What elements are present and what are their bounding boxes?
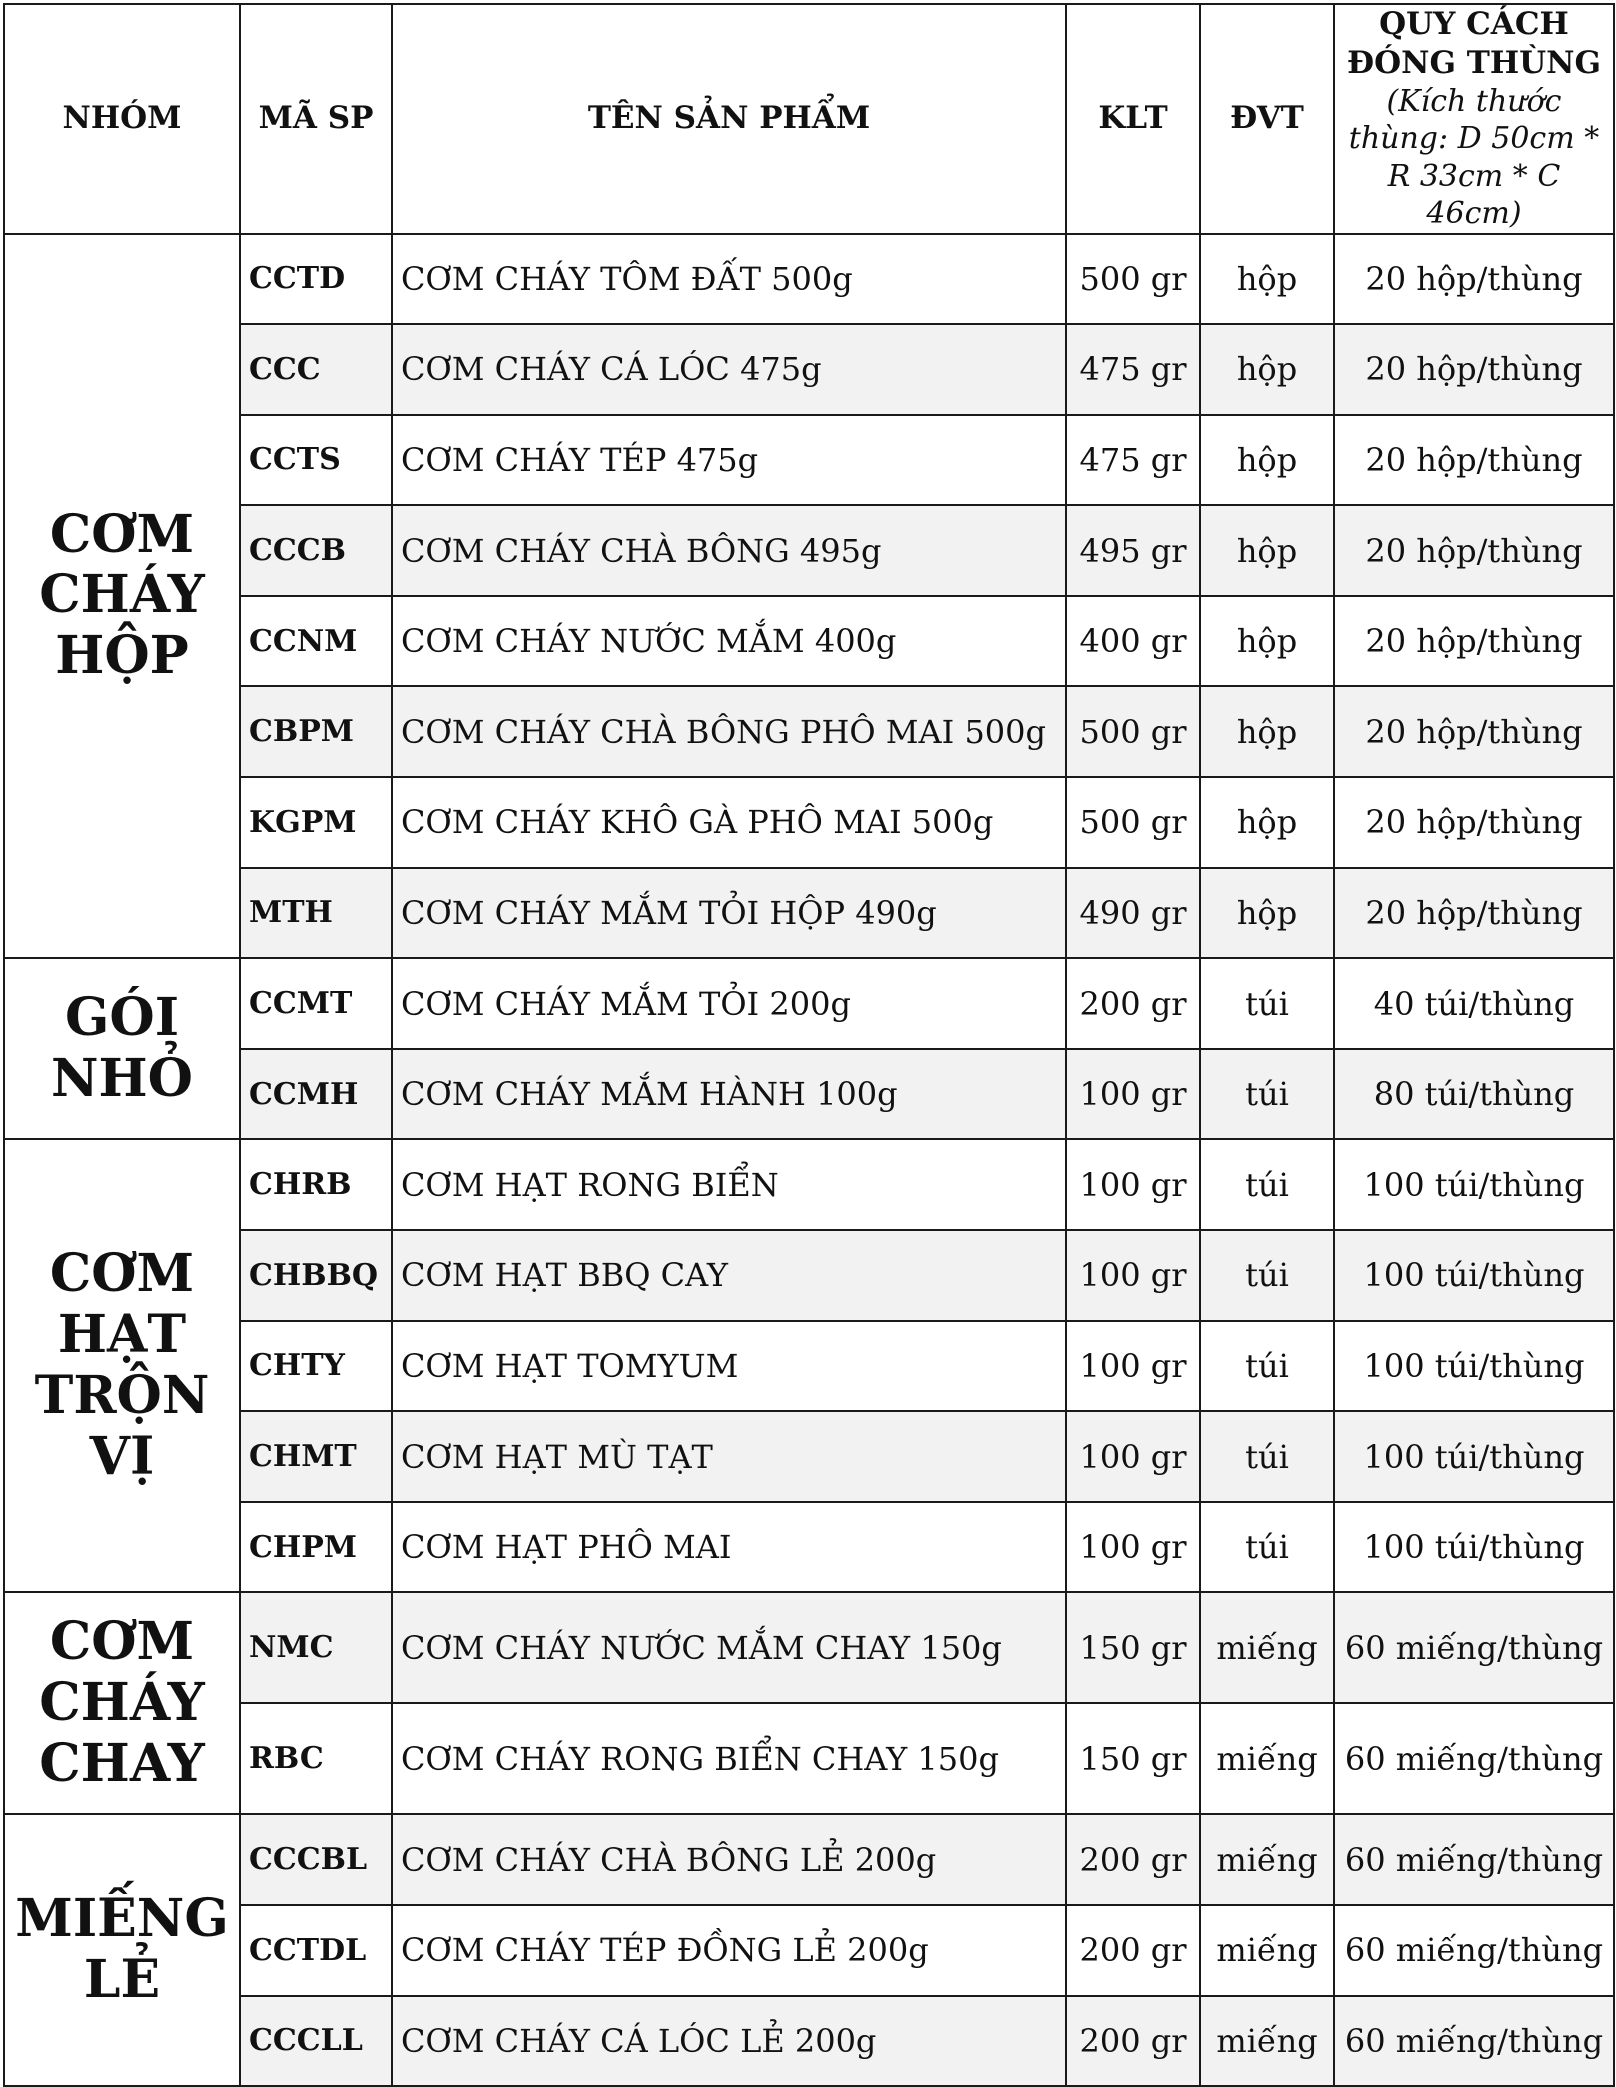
product-name: CƠM CHÁY TÔM ĐẤT 500g [392,234,1066,325]
product-packing: 60 miếng/thùng [1334,1814,1614,1905]
product-name: CƠM CHÁY KHÔ GÀ PHÔ MAI 500g [392,777,1066,868]
product-weight: 150 gr [1066,1592,1200,1703]
product-packing: 40 túi/thùng [1334,958,1614,1049]
product-name: CƠM CHÁY CÁ LÓC LẺ 200g [392,1996,1066,2087]
product-name: CƠM CHÁY NƯỚC MẮM 400g [392,596,1066,687]
group-cell: CƠM CHÁY HỘP [4,234,240,959]
product-code: CHRB [240,1139,392,1230]
product-name: CƠM HẠT TOMYUM [392,1321,1066,1412]
product-packing: 100 túi/thùng [1334,1230,1614,1321]
table-row [4,1996,1614,2087]
product-packing: 60 miếng/thùng [1334,1703,1614,1814]
product-unit: túi [1200,1139,1334,1230]
table-row [4,1230,1614,1321]
product-packing: 100 túi/thùng [1334,1321,1614,1412]
product-packing: 60 miếng/thùng [1334,1592,1614,1703]
table-row [4,1703,1614,1814]
product-weight: 475 gr [1066,324,1200,415]
product-packing: 20 hộp/thùng [1334,324,1614,415]
product-weight: 200 gr [1066,1814,1200,1905]
product-unit: túi [1200,1049,1334,1140]
product-unit: túi [1200,1502,1334,1593]
product-weight: 475 gr [1066,415,1200,506]
price-list-table [3,3,1615,2087]
product-code: CHTY [240,1321,392,1412]
product-weight: 100 gr [1066,1139,1200,1230]
table-row [4,1321,1614,1412]
table-row [4,1814,1614,1905]
product-packing: 20 hộp/thùng [1334,415,1614,506]
product-name: CƠM CHÁY MẮM TỎI 200g [392,958,1066,1049]
product-unit: miếng [1200,1905,1334,1996]
product-unit: hộp [1200,596,1334,687]
product-name: CƠM CHÁY RONG BIỂN CHAY 150g [392,1703,1066,1814]
product-code: CBPM [240,686,392,777]
product-packing: 60 miếng/thùng [1334,1905,1614,1996]
product-name: CƠM CHÁY TÉP 475g [392,415,1066,506]
table-row [4,234,1614,325]
table-row [4,1049,1614,1140]
group-cell: GÓI NHỎ [4,958,240,1139]
product-name: CƠM CHÁY CHÀ BÔNG PHÔ MAI 500g [392,686,1066,777]
product-packing: 100 túi/thùng [1334,1502,1614,1593]
table-row [4,777,1614,868]
product-code: CCMH [240,1049,392,1140]
product-weight: 500 gr [1066,777,1200,868]
product-unit: hộp [1200,324,1334,415]
table-row [4,686,1614,777]
product-name: CƠM CHÁY CHÀ BÔNG LẺ 200g [392,1814,1066,1905]
product-name: CƠM CHÁY CÁ LÓC 475g [392,324,1066,415]
product-code: MTH [240,868,392,959]
product-code: RBC [240,1703,392,1814]
product-weight: 100 gr [1066,1502,1200,1593]
table-row [4,596,1614,687]
group-cell: CƠM HẠT TRỘN VỊ [4,1139,240,1592]
product-name: CƠM CHÁY TÉP ĐỒNG LẺ 200g [392,1905,1066,1996]
product-packing: 80 túi/thùng [1334,1049,1614,1140]
header-unit: ĐVT [1200,4,1334,234]
table-header-row [4,4,1614,234]
product-name: CƠM HẠT PHÔ MAI [392,1502,1066,1593]
table-row [4,868,1614,959]
table-body [4,234,1614,2087]
product-packing: 60 miếng/thùng [1334,1996,1614,2087]
product-name: CƠM HẠT MÙ TẠT [392,1411,1066,1502]
product-packing: 20 hộp/thùng [1334,505,1614,596]
table-row [4,415,1614,506]
product-code: NMC [240,1592,392,1703]
product-weight: 400 gr [1066,596,1200,687]
product-unit: túi [1200,1411,1334,1502]
product-code: KGPM [240,777,392,868]
product-code: CCC [240,324,392,415]
table-row [4,1905,1614,1996]
table-row [4,324,1614,415]
header-code: MÃ SP [240,4,392,234]
table-row [4,505,1614,596]
product-unit: hộp [1200,505,1334,596]
product-name: CƠM CHÁY NƯỚC MẮM CHAY 150g [392,1592,1066,1703]
product-weight: 100 gr [1066,1321,1200,1412]
product-weight: 500 gr [1066,234,1200,325]
product-packing: 20 hộp/thùng [1334,777,1614,868]
table-row [4,1411,1614,1502]
product-packing: 100 túi/thùng [1334,1139,1614,1230]
product-unit: miếng [1200,1996,1334,2087]
table-row [4,1502,1614,1593]
product-name: CƠM CHÁY CHÀ BÔNG 495g [392,505,1066,596]
table-row [4,1592,1614,1703]
header-spec-note: (Kích thước thùng: D 50cm * R 33cm * C 46cm) [1348,83,1600,231]
product-packing: 20 hộp/thùng [1334,596,1614,687]
product-unit: hộp [1200,415,1334,506]
product-code: CCTD [240,234,392,325]
header-product-name: TÊN SẢN PHẨM [392,4,1066,234]
product-packing: 20 hộp/thùng [1334,868,1614,959]
product-weight: 100 gr [1066,1049,1200,1140]
product-unit: túi [1200,1321,1334,1412]
group-cell: CƠM CHÁY CHAY [4,1592,240,1814]
product-unit: túi [1200,1230,1334,1321]
product-unit: miếng [1200,1592,1334,1703]
product-unit: hộp [1200,868,1334,959]
product-code: CCTDL [240,1905,392,1996]
product-unit: hộp [1200,234,1334,325]
table-row [4,1139,1614,1230]
product-weight: 200 gr [1066,1996,1200,2087]
header-group: NHÓM [4,4,240,234]
product-name: CƠM HẠT BBQ CAY [392,1230,1066,1321]
product-code: CCCBL [240,1814,392,1905]
product-code: CCCLL [240,1996,392,2087]
product-name: CƠM CHÁY MẮM HÀNH 100g [392,1049,1066,1140]
product-code: CHPM [240,1502,392,1593]
product-code: CCNM [240,596,392,687]
product-weight: 490 gr [1066,868,1200,959]
header-spec-title: QUY CÁCH ĐÓNG THÙNG [1347,6,1601,81]
product-name: CƠM HẠT RONG BIỂN [392,1139,1066,1230]
product-unit: túi [1200,958,1334,1049]
product-code: CCTS [240,415,392,506]
product-weight: 100 gr [1066,1230,1200,1321]
product-weight: 200 gr [1066,958,1200,1049]
product-unit: hộp [1200,777,1334,868]
product-weight: 150 gr [1066,1703,1200,1814]
product-code: CHMT [240,1411,392,1502]
product-packing: 100 túi/thùng [1334,1411,1614,1502]
header-packing-spec [1334,4,1614,234]
product-code: CCCB [240,505,392,596]
product-weight: 495 gr [1066,505,1200,596]
product-packing: 20 hộp/thùng [1334,234,1614,325]
product-unit: miếng [1200,1814,1334,1905]
product-weight: 200 gr [1066,1905,1200,1996]
header-weight: KLT [1066,4,1200,234]
table-row [4,958,1614,1049]
group-cell: MIẾNG LẺ [4,1814,240,2086]
product-code: CCMT [240,958,392,1049]
product-unit: miếng [1200,1703,1334,1814]
product-packing: 20 hộp/thùng [1334,686,1614,777]
product-unit: hộp [1200,686,1334,777]
product-weight: 500 gr [1066,686,1200,777]
product-name: CƠM CHÁY MẮM TỎI HỘP 490g [392,868,1066,959]
product-code: CHBBQ [240,1230,392,1321]
product-weight: 100 gr [1066,1411,1200,1502]
